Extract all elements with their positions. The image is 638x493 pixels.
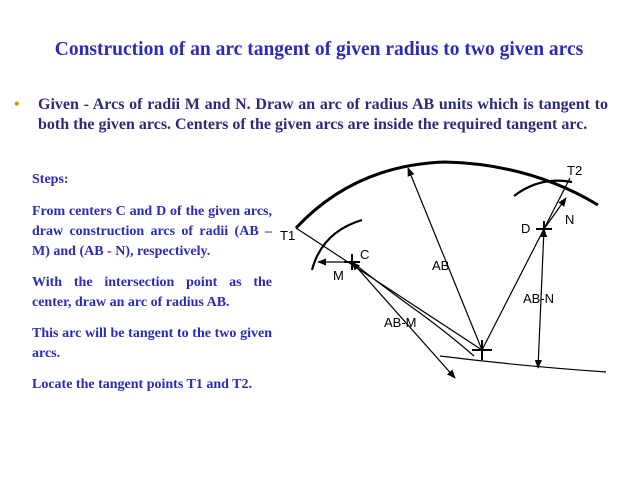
label-t1: T1 — [280, 228, 296, 243]
label-ab: AB — [432, 258, 450, 273]
step-item-3: This arc will be tangent to the two given arcs. — [32, 326, 272, 361]
label-c: C — [360, 247, 370, 262]
label-ab-n: AB-N — [523, 291, 555, 306]
label-t2: T2 — [567, 163, 583, 178]
center-d-cross-icon — [536, 221, 552, 237]
label-n: N — [565, 212, 575, 227]
step-item-1: From centers C and D of the given arcs, draw construction arcs of radii (AB – M) and (AB - N), respectively. — [32, 204, 272, 259]
construction-arc-ab-n — [440, 356, 606, 372]
page-title: Construction of an arc tangent of given radius to two given arcs — [54, 39, 584, 60]
given-text: Given - Arcs of radii M and N. Draw an arc of radius AB units which is tangent to both the given arcs. Centers of the given arcs are inside the required tangent arc. — [38, 96, 608, 133]
step-item-2: With the intersection point as the center, draw an arc of radius AB. — [32, 275, 272, 310]
label-ab-m: AB-M — [384, 315, 417, 330]
step-item-4: Locate the tangent points T1 and T2. — [32, 377, 253, 392]
label-d: D — [521, 221, 531, 236]
tangent-arc-ab — [296, 162, 598, 228]
steps-heading: Steps: — [32, 172, 69, 187]
line-t1-intersection — [296, 228, 482, 350]
label-m: M — [333, 268, 344, 283]
bullet-dot-icon: • — [14, 96, 20, 113]
intersection-cross-icon — [472, 340, 492, 360]
radius-n-arrow — [544, 198, 566, 229]
line-t2-intersection — [482, 178, 570, 350]
